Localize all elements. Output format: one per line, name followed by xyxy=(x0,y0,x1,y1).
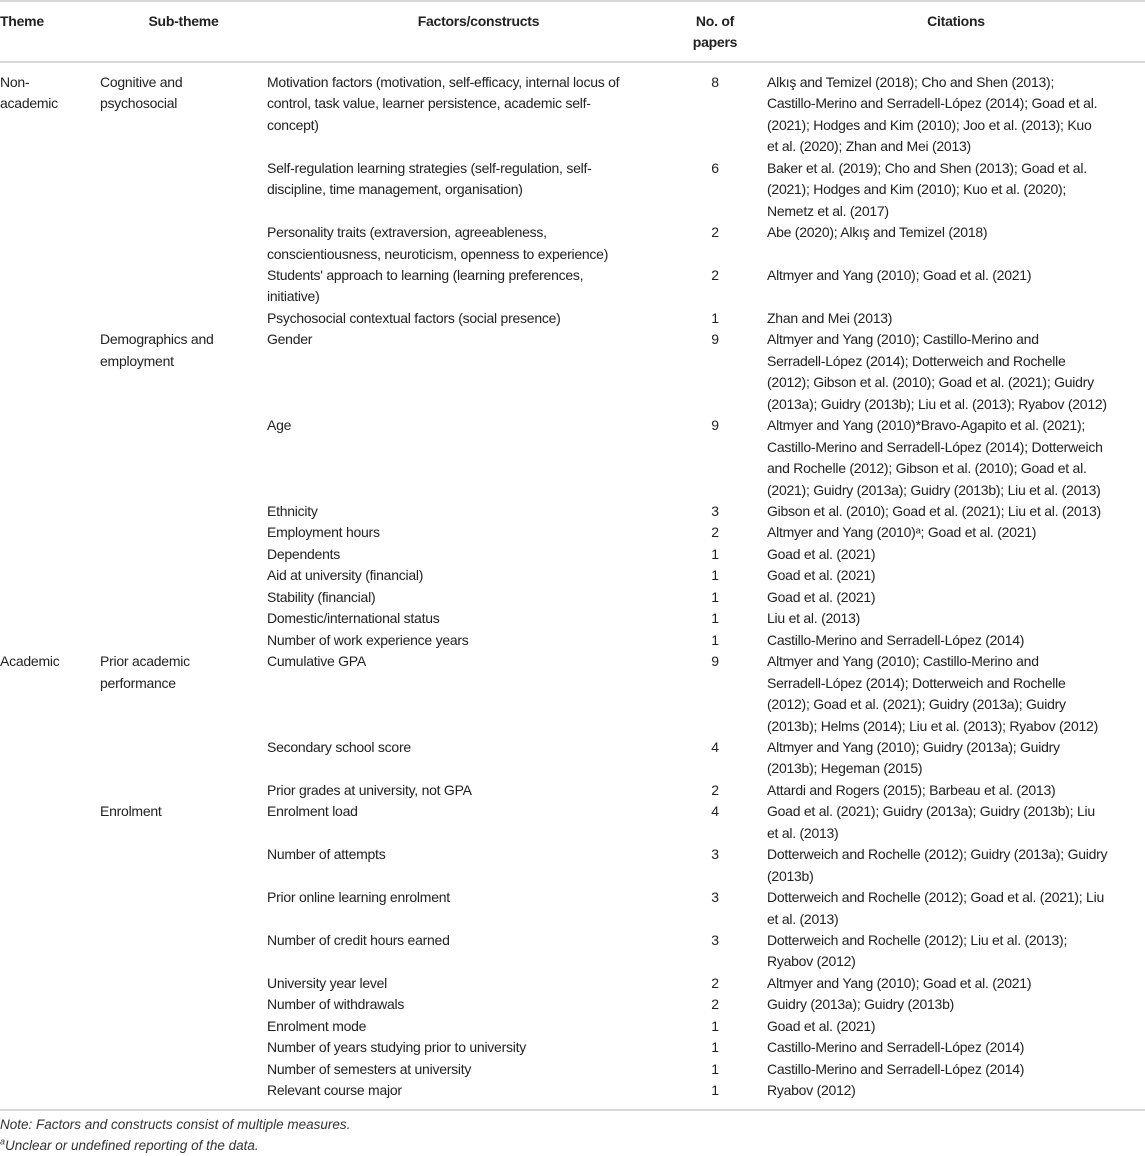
cell-n: 4 xyxy=(711,738,719,755)
table-row xyxy=(0,994,1145,1015)
table-row xyxy=(0,501,1145,522)
cell-citations: Altmyer and Yang (2010); Guidry (2013a); Guidry (2013b); Hegeman (2015) xyxy=(767,738,1060,777)
cell-theme: Academic xyxy=(0,653,60,670)
table-row xyxy=(0,651,1145,737)
table-row xyxy=(0,737,1145,780)
cell-factor: Relevant course major xyxy=(267,1082,402,1099)
header-subtheme: Sub-theme xyxy=(148,13,219,29)
cell-citations: Altmyer and Yang (2010)*Bravo-Agapito et al. (2021); Castillo-Merino and Serradell-López (2014); Dotterweich and Rochelle (2012); Gibson et al. (2010); Goad et al. (2021); Guidry (2013a); Guidry (2013b); Liu et al. (2013) xyxy=(767,417,1103,498)
cell-spacer xyxy=(740,930,767,973)
cell-citations: Abe (2020); Alkış and Temizel (2018) xyxy=(767,224,988,241)
cell-factor: Number of withdrawals xyxy=(267,996,405,1013)
cell-factor: Stability (financial) xyxy=(267,588,376,605)
cell-theme xyxy=(0,415,100,501)
cell-spacer xyxy=(740,973,767,994)
cell-citations: Baker et al. (2019); Cho and Shen (2013); Goad et al. (2021); Hodges and Kim (2010); Kuo et al. (2020); Nemetz et al. (2017) xyxy=(767,159,1087,219)
cell-n: 9 xyxy=(711,653,719,670)
cell-n: 6 xyxy=(711,159,719,176)
cell-factor: Psychosocial contextual factors (social presence) xyxy=(267,309,561,326)
cell-spacer xyxy=(740,1037,767,1058)
cell-citations: Guidry (2013a); Guidry (2013b) xyxy=(767,996,955,1013)
cell-n: 2 xyxy=(711,996,719,1013)
table-row xyxy=(0,522,1145,543)
cell-factor: Gender xyxy=(267,331,313,348)
cell-subtheme xyxy=(100,522,267,543)
cell-theme xyxy=(0,994,100,1015)
cell-theme xyxy=(0,308,100,329)
cell-subtheme xyxy=(100,994,267,1015)
cell-subtheme xyxy=(100,415,267,501)
cell-spacer xyxy=(740,1016,767,1037)
cell-subtheme xyxy=(100,587,267,608)
cell-n: 1 xyxy=(711,1017,719,1034)
cell-factor: Enrolment mode xyxy=(267,1017,367,1034)
cell-citations: Altmyer and Yang (2010)ᵃ; Goad et al. (2021) xyxy=(767,524,1037,541)
cell-subtheme xyxy=(100,737,267,780)
cell-theme xyxy=(0,630,100,651)
cell-citations: Castillo-Merino and Serradell-López (2014) xyxy=(767,631,1025,648)
table-row xyxy=(0,887,1145,930)
cell-citations: Zhan and Mei (2013) xyxy=(767,309,893,326)
cell-spacer xyxy=(740,1080,767,1109)
cell-theme xyxy=(0,887,100,930)
cell-citations: Altmyer and Yang (2010); Goad et al. (2021) xyxy=(767,266,1032,283)
cell-theme xyxy=(0,930,100,973)
cell-subtheme: Prior academic performance xyxy=(100,653,190,691)
cell-n: 9 xyxy=(711,417,719,434)
cell-subtheme xyxy=(100,887,267,930)
cell-spacer xyxy=(740,415,767,501)
cell-n: 1 xyxy=(711,1039,719,1056)
cell-subtheme xyxy=(100,565,267,586)
cell-spacer xyxy=(740,265,767,308)
cell-spacer xyxy=(740,544,767,565)
cell-subtheme xyxy=(100,1080,267,1109)
cell-citations: Goad et al. (2021) xyxy=(767,545,876,562)
cell-spacer xyxy=(740,608,767,629)
cell-n: 4 xyxy=(711,803,719,820)
cell-spacer xyxy=(740,887,767,930)
cell-factor: Dependents xyxy=(267,545,341,562)
cell-subtheme xyxy=(100,973,267,994)
table-row xyxy=(0,544,1145,565)
cell-factor: Self-regulation learning strategies (self-regulation, self- discipline, time management, organisation) xyxy=(267,159,592,198)
cell-theme xyxy=(0,1037,100,1058)
cell-n: 2 xyxy=(711,974,719,991)
cell-subtheme xyxy=(100,630,267,651)
cell-subtheme xyxy=(100,265,267,308)
table-row xyxy=(0,930,1145,973)
cell-factor: Domestic/international status xyxy=(267,610,440,627)
cell-citations: Castillo-Merino and Serradell-López (2014) xyxy=(767,1039,1025,1056)
cell-n: 2 xyxy=(711,781,719,798)
cell-subtheme xyxy=(100,844,267,887)
table-row xyxy=(0,973,1145,994)
table-row xyxy=(0,587,1145,608)
cell-factor: Personality traits (extraversion, agreeableness, conscientiousness, neuroticism, openness to experience) xyxy=(267,224,609,262)
cell-n: 3 xyxy=(711,932,719,949)
table-row xyxy=(0,780,1145,801)
cell-citations: Altmyer and Yang (2010); Goad et al. (2021) xyxy=(767,974,1032,991)
table-header-row xyxy=(0,1,1145,62)
cell-factor: Number of years studying prior to university xyxy=(267,1039,526,1056)
cell-theme xyxy=(0,780,100,801)
cell-spacer xyxy=(740,651,767,737)
cell-theme xyxy=(0,1059,100,1080)
cell-subtheme xyxy=(100,308,267,329)
cell-factor: University year level xyxy=(267,974,388,991)
cell-citations: Goad et al. (2021) xyxy=(767,567,876,584)
cell-theme: Non- academic xyxy=(0,73,58,112)
cell-factor: Number of attempts xyxy=(267,846,386,863)
cell-factor: Motivation factors (motivation, self-efficacy, internal locus of control, task value, learner persistence, academic self- concept) xyxy=(267,73,620,133)
cell-theme xyxy=(0,265,100,308)
cell-spacer xyxy=(740,630,767,651)
cell-spacer xyxy=(740,844,767,887)
cell-theme xyxy=(0,737,100,780)
cell-spacer xyxy=(740,1059,767,1080)
table-notes xyxy=(0,1111,1145,1156)
table-row xyxy=(0,62,1145,158)
cell-subtheme xyxy=(100,930,267,973)
footnote xyxy=(0,1135,1145,1156)
cell-n: 3 xyxy=(711,846,719,863)
cell-subtheme: Cognitive and psychosocial xyxy=(100,73,183,112)
cell-citations: Liu et al. (2013) xyxy=(767,610,861,627)
cell-factor: Cumulative GPA xyxy=(267,653,366,670)
cell-subtheme xyxy=(100,1037,267,1058)
table-row xyxy=(0,265,1145,308)
cell-theme xyxy=(0,587,100,608)
cell-subtheme xyxy=(100,1059,267,1080)
note-text: Note: Factors and constructs consist of multiple measures. xyxy=(0,1116,351,1132)
cell-spacer xyxy=(740,329,767,415)
cell-subtheme xyxy=(100,222,267,265)
table-row xyxy=(0,308,1145,329)
cell-factor: Prior online learning enrolment xyxy=(267,889,450,906)
cell-citations: Ryabov (2012) xyxy=(767,1082,856,1099)
cell-citations: Altmyer and Yang (2010); Castillo-Merino and Serradell-López (2014); Dotterweich and Rochelle (2012); Gibson et al. (2010); Goad et al. (2021); Guidry (2013a); Guidry (2013b); Liu et al. (2013); Ryabov (2012) xyxy=(767,331,1107,412)
cell-citations: Goad et al. (2021) xyxy=(767,588,876,605)
cell-n: 1 xyxy=(711,545,719,562)
cell-factor: Students' approach to learning (learning preferences, initiative) xyxy=(267,266,584,305)
cell-spacer xyxy=(740,737,767,780)
cell-n: 2 xyxy=(711,224,719,241)
cell-theme xyxy=(0,158,100,222)
cell-n: 8 xyxy=(711,73,719,90)
cell-n: 3 xyxy=(711,502,719,519)
cell-citations: Attardi and Rogers (2015); Barbeau et al. (2013) xyxy=(767,781,1056,798)
table-row xyxy=(0,844,1145,887)
cell-n: 1 xyxy=(711,588,719,605)
cell-theme xyxy=(0,329,100,415)
cell-theme xyxy=(0,801,100,844)
table-row xyxy=(0,608,1145,629)
table-row xyxy=(0,801,1145,844)
cell-spacer xyxy=(740,780,767,801)
cell-factor: Enrolment load xyxy=(267,803,358,820)
table-row xyxy=(0,630,1145,651)
cell-theme xyxy=(0,608,100,629)
table-row xyxy=(0,1016,1145,1037)
cell-n: 3 xyxy=(711,889,719,906)
cell-n: 1 xyxy=(711,610,719,627)
cell-theme xyxy=(0,1016,100,1037)
table-row xyxy=(0,222,1145,265)
cell-spacer xyxy=(740,308,767,329)
cell-theme xyxy=(0,522,100,543)
cell-factor: Ethnicity xyxy=(267,502,318,519)
cell-subtheme: Enrolment xyxy=(100,803,162,820)
cell-citations: Castillo-Merino and Serradell-López (2014) xyxy=(767,1060,1025,1077)
cell-factor: Prior grades at university, not GPA xyxy=(267,781,472,798)
cell-factor: Number of work experience years xyxy=(267,631,469,648)
cell-spacer xyxy=(740,62,767,158)
table-row xyxy=(0,1059,1145,1080)
footnote-text: Unclear or undefined reporting of the data. xyxy=(5,1137,259,1153)
cell-n: 1 xyxy=(711,1082,719,1099)
cell-spacer xyxy=(740,501,767,522)
cell-spacer xyxy=(740,587,767,608)
cell-subtheme xyxy=(100,1016,267,1037)
cell-citations: Goad et al. (2021) xyxy=(767,1017,876,1034)
table-row xyxy=(0,158,1145,222)
cell-n: 2 xyxy=(711,524,719,541)
table-row xyxy=(0,1080,1145,1109)
cell-n: 1 xyxy=(711,309,719,326)
cell-factor: Secondary school score xyxy=(267,738,411,755)
cell-theme xyxy=(0,501,100,522)
cell-factor: Age xyxy=(267,417,292,434)
cell-subtheme xyxy=(100,501,267,522)
cell-theme xyxy=(0,565,100,586)
cell-citations: Altmyer and Yang (2010); Castillo-Merino and Serradell-López (2014); Dotterweich and Rochelle (2012); Goad et al. (2021); Guidry (2013a); Guidry (2013b); Helms (2014); Liu et al. (2013); Ryabov (2012) xyxy=(767,653,1098,734)
cell-spacer xyxy=(740,522,767,543)
cell-citations: Goad et al. (2021); Guidry (2013a); Guidry (2013b); Liu et al. (2013) xyxy=(767,803,1095,841)
cell-subtheme xyxy=(100,608,267,629)
cell-theme xyxy=(0,973,100,994)
cell-citations: Dotterweich and Rochelle (2012); Liu et al. (2013); Ryabov (2012) xyxy=(767,932,1068,970)
cell-spacer xyxy=(740,222,767,265)
cell-theme xyxy=(0,1080,100,1109)
table-row xyxy=(0,1037,1145,1058)
cell-citations: Dotterweich and Rochelle (2012); Goad et al. (2021); Liu et al. (2013) xyxy=(767,889,1104,927)
cell-subtheme xyxy=(100,780,267,801)
cell-n: 1 xyxy=(711,567,719,584)
cell-spacer xyxy=(740,994,767,1015)
cell-n: 1 xyxy=(711,631,719,648)
cell-n: 1 xyxy=(711,1060,719,1077)
cell-theme xyxy=(0,222,100,265)
cell-subtheme xyxy=(100,158,267,222)
cell-citations: Dotterweich and Rochelle (2012); Guidry (2013a); Guidry (2013b) xyxy=(767,846,1108,884)
cell-spacer xyxy=(740,565,767,586)
cell-n: 9 xyxy=(711,331,719,348)
cell-theme xyxy=(0,544,100,565)
cell-subtheme: Demographics and employment xyxy=(100,331,214,369)
cell-citations: Gibson et al. (2010); Goad et al. (2021); Liu et al. (2013) xyxy=(767,502,1101,519)
table-row xyxy=(0,565,1145,586)
cell-subtheme xyxy=(100,544,267,565)
header-theme: Theme xyxy=(0,13,44,29)
header-citations: Citations xyxy=(927,13,985,29)
cell-n: 2 xyxy=(711,266,719,283)
table-row xyxy=(0,415,1145,501)
cell-citations: Alkış and Temizel (2018); Cho and Shen (2013); Castillo-Merino and Serradell-López (2014); Goad et al. (2021); Hodges and Kim (2010); Joo et al. (2013); Kuo et al. (2020); Zhan and Mei (2013) xyxy=(767,73,1098,155)
cell-theme xyxy=(0,844,100,887)
cell-factor: Number of credit hours earned xyxy=(267,932,450,949)
cell-factor: Number of semesters at university xyxy=(267,1060,472,1077)
footnote-marker: a xyxy=(0,1136,6,1147)
cell-spacer xyxy=(740,801,767,844)
cell-spacer xyxy=(740,158,767,222)
cell-factor: Employment hours xyxy=(267,524,380,541)
table-row xyxy=(0,329,1145,415)
cell-factor: Aid at university (financial) xyxy=(267,567,424,584)
header-factor: Factors/constructs xyxy=(417,13,540,29)
header-n: No. of papers xyxy=(692,13,738,51)
